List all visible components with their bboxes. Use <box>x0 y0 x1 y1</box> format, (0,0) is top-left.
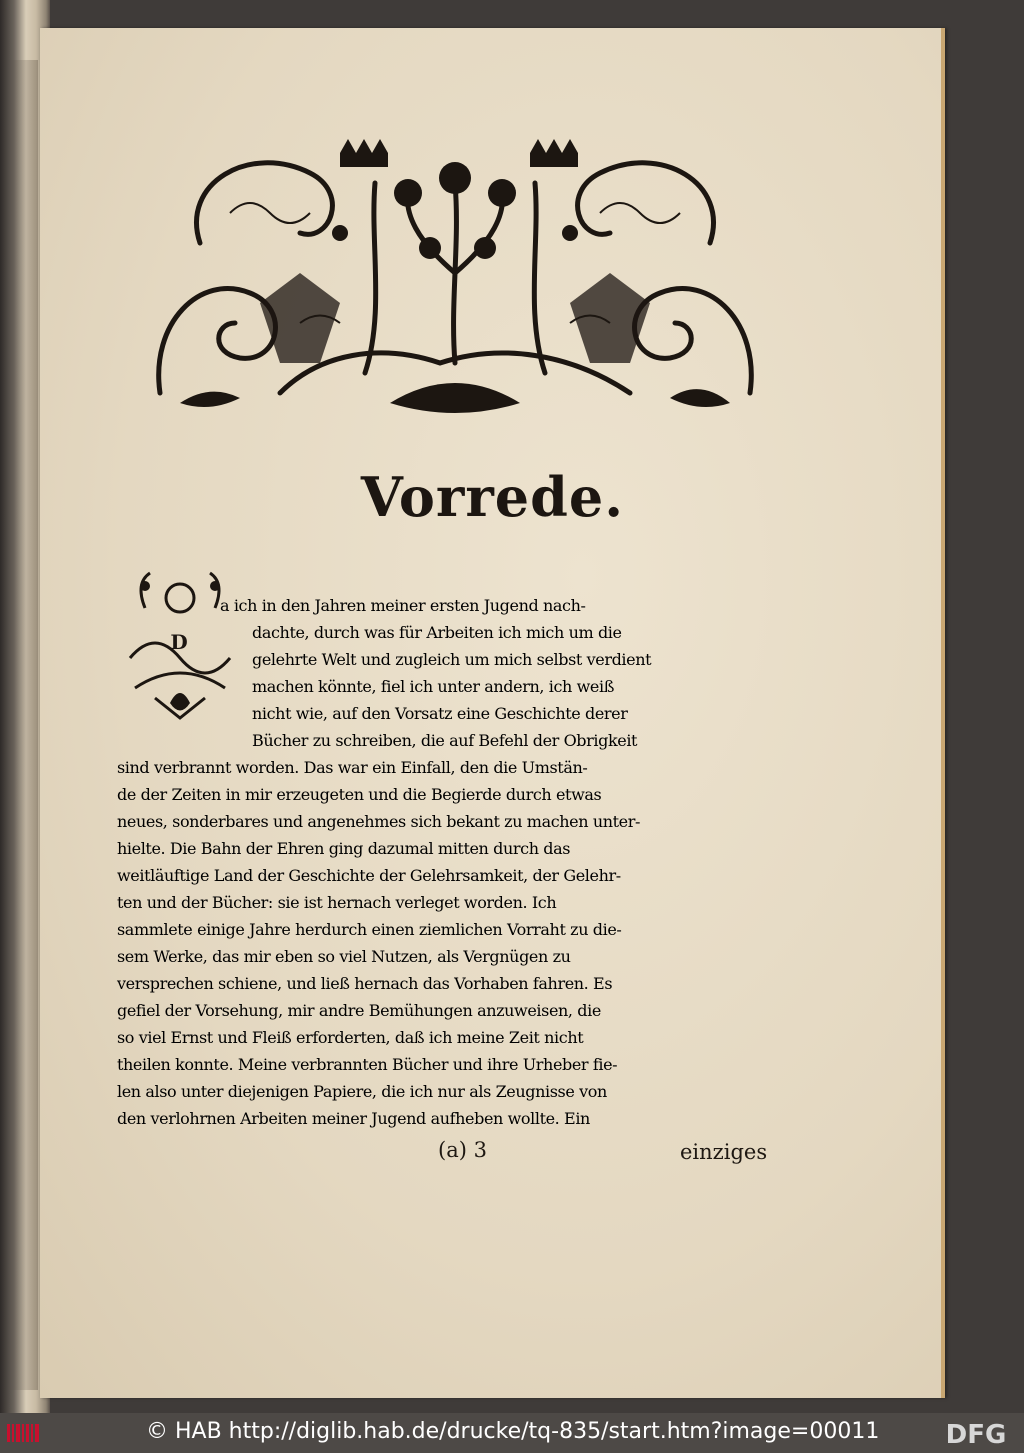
text-line: sammlete einige Jahre herdurch einen ziemlichen Vorraht zu die- <box>117 920 622 939</box>
ornament-headpiece <box>140 123 770 421</box>
text-line: dachte, durch was für Arbeiten ich mich um die <box>252 623 622 642</box>
text-line: machen könnte, fiel ich unter andern, ich weiß <box>252 677 614 696</box>
footer-bar <box>0 1413 1024 1453</box>
previous-page-edge <box>8 60 38 1390</box>
text-line: ten und der Bücher: sie ist hernach verleget worden. Ich <box>117 893 557 912</box>
catchword: einziges <box>680 1140 768 1164</box>
text-line: versprechen schiene, und ließ hernach das Vorhaben fahren. Es <box>117 974 613 993</box>
source-url-link[interactable]: © HAB http://diglib.hab.de/drucke/tq-835/start.htm?image=00011 <box>146 1419 880 1444</box>
initial-letter: D <box>170 630 188 654</box>
text-line: gefiel der Vorsehung, mir andre Bemühungen anzuweisen, die <box>117 1001 601 1020</box>
page-edge <box>941 28 945 1398</box>
text-line: gelehrte Welt und zugleich um mich selbst verdient <box>252 650 652 669</box>
text-line: a ich in den Jahren meiner ersten Jugend nach- <box>220 596 586 615</box>
text-line: len also unter diejenigen Papiere, die ich nur als Zeugnisse von <box>117 1082 607 1101</box>
book-page <box>40 28 945 1398</box>
text-line: so viel Ernst und Fleiß erforderten, daß ich meine Zeit nicht <box>117 1028 584 1047</box>
page-heading: Vorrede. <box>360 465 625 529</box>
hab-logo-icon <box>6 1421 42 1445</box>
text-line: sind verbrannt worden. Das war ein Einfall, den die Umstän- <box>117 758 588 777</box>
text-line: hielte. Die Bahn der Ehren ging dazumal mitten durch das <box>117 839 571 858</box>
text-line: sem Werke, das mir eben so viel Nutzen, als Vergnügen zu <box>117 947 571 966</box>
text-line: weitläuftige Land der Geschichte der Gelehrsamkeit, der Gelehr- <box>117 866 621 885</box>
text-line: nicht wie, auf den Vorsatz eine Geschichte derer <box>252 704 628 723</box>
text-line: de der Zeiten in mir erzeugeten und die Begierde durch etwas <box>117 785 602 804</box>
text-line: neues, sonderbares und angenehmes sich bekant zu machen unter- <box>117 812 641 831</box>
dfg-logo-icon <box>934 1420 1018 1446</box>
text-line: Bücher zu schreiben, die auf Befehl der Obrigkeit <box>252 731 638 750</box>
text-line: den verlohrnen Arbeiten meiner Jugend aufheben wollte. Ein <box>117 1109 590 1128</box>
text-line: theilen konnte. Meine verbrannten Bücher und ihre Urheber fie- <box>117 1055 618 1074</box>
dfg-logo-text: DFG <box>945 1420 1007 1446</box>
signature-mark: (a) 3 <box>438 1138 487 1162</box>
